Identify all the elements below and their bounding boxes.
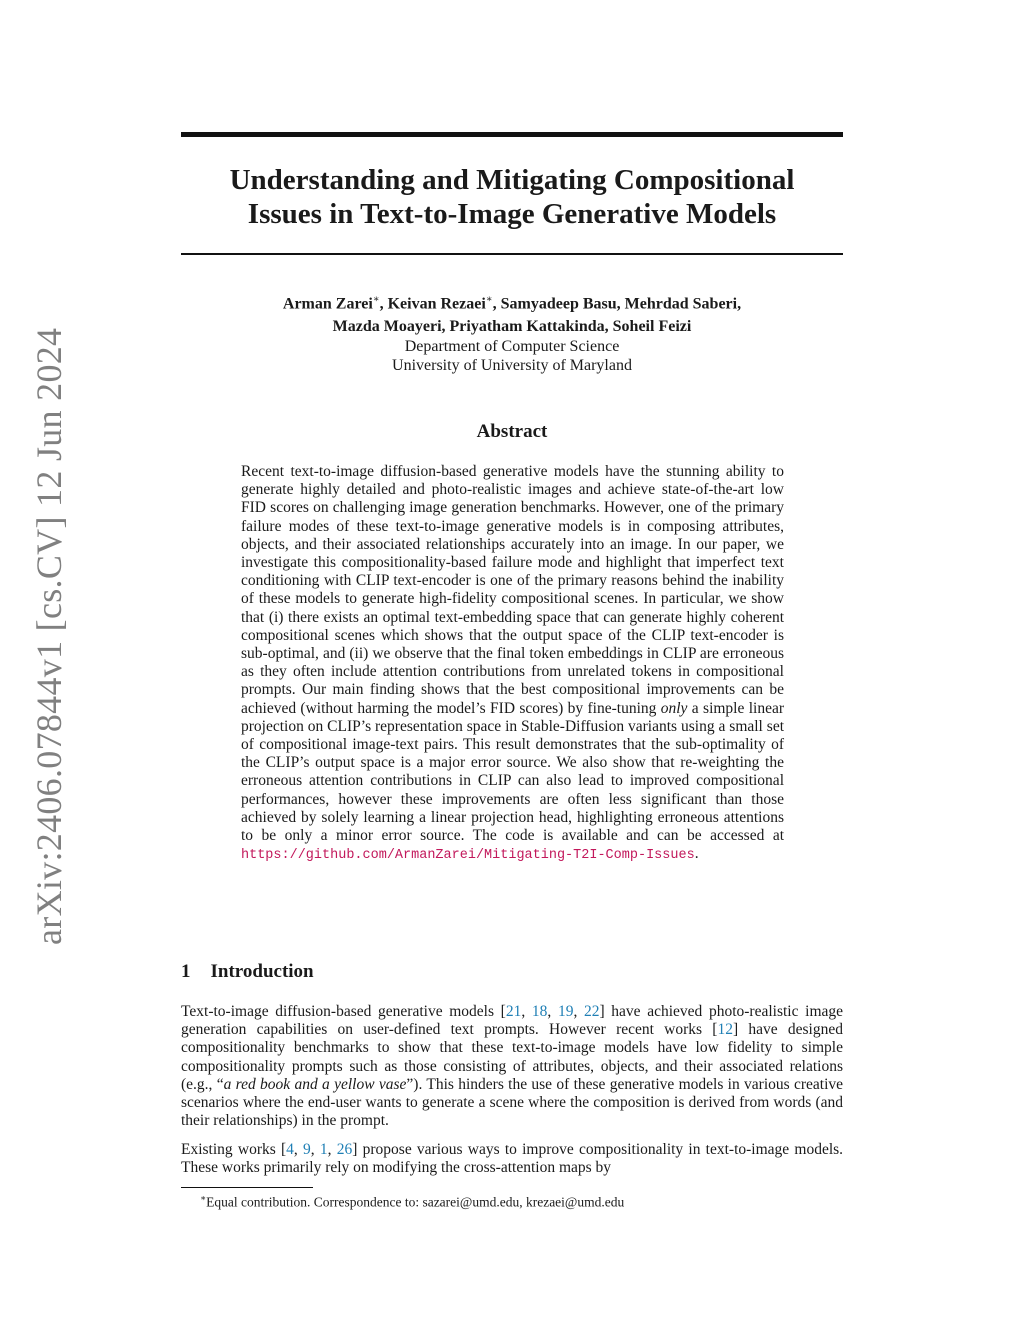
section-heading-introduction	[181, 961, 314, 983]
citation-link[interactable]: 18	[531, 1003, 548, 1020]
abstract-text: a simple linear projection on CLIP’s representation space in Stable-Diffusion variants using a small set of compositional image-text pairs. This result demonstrates that the sub-optimality of the CLIP’s output space is a major error source. We also show that re-weighting the erroneous attention contributions in CLIP can also lead to improved compositional performances, however these improvements are often less significant than those achieved by solely learning a linear projection head, highlighting erroneous attentions to be only a minor error source. The code is available and can be accessed at	[241, 699, 785, 845]
author-name: Arman Zarei	[282, 295, 373, 313]
paragraph-text: Text-to-image diffusion-based generative models [	[181, 1003, 506, 1020]
paragraph-text: ”). This hinders the use of these generative models in various creative scenarios where the end-user wants to generate a scene where the composition is derived from words (and their relationships) in the prompt.	[181, 1075, 844, 1130]
example-prompt: a red book and a yellow vase	[223, 1075, 407, 1093]
abstract-body	[241, 463, 784, 865]
intro-paragraph-1: Text-to-image diffusion-based generative models [21, 18, 19, 22] have achieved photo-realistic image generation capabilities on user-defined text prompts. However recent works [12] have designed compositionality benchmarks to show that these text-to-image models have low fidelity to simple compositionality prompts such as those consisting of attributes, objects, and their associated relations (e.g., “a red book and a yellow vase”). This hinders the use of these generative models in various creative scenarios where the end-user wants to generate a scene where the composition is derived from words (and their relationships) in the prompt.	[181, 1003, 844, 1130]
footnote-mark: ∗	[200, 1193, 207, 1203]
citation-link[interactable]: 1	[319, 1141, 328, 1158]
author-name: Mazda Moayeri	[332, 318, 442, 336]
citation-link[interactable]: 22	[583, 1003, 600, 1020]
citation-link[interactable]: 9	[303, 1141, 311, 1158]
author-name: Mehrdad Saberi,	[624, 295, 742, 313]
equal-contribution-mark: ∗	[372, 294, 380, 305]
paragraph-text: ] propose various ways to improve compositionality in text-to-image models. These works primarily rely on modifying the cross-attention maps by	[181, 1141, 844, 1177]
citation-link[interactable]: 4	[286, 1141, 294, 1158]
equal-contribution-mark: ∗	[485, 294, 493, 305]
code-repository-link[interactable]: https://github.com/ArmanZarei/Mitigating-T2I-Comp-Issues	[241, 848, 695, 864]
affiliation	[181, 337, 843, 375]
abstract-period: .	[694, 845, 699, 863]
footnote-text: Equal contribution. Correspondence to: sazarei@umd.edu, krezaei@umd.edu	[206, 1194, 625, 1210]
section-title: Introduction	[210, 961, 314, 982]
title-line-2: Issues in Text-to-Image Generative Models	[247, 198, 777, 230]
abstract-heading: Abstract	[476, 421, 548, 442]
title-top-rule	[181, 132, 843, 137]
abstract-text: Recent text-to-image diffusion-based generative models have the stunning ability to generate highly detailed and photo-realistic images and achieve state-of-the-art low FID scores on challenging image generation benchmarks. However, one of the primary failure modes of these text-to-image generative models is in composing attributes, objects, and their associated relationships accurately into an image. In our paper, we investigate this compositionality-based failure mode and highlight that imperfect text conditioning with CLIP text-encoder is one of the primary reasons behind the inability of these models to generate high-fidelity compositional scenes. In particular, we show that (i) there exists an optimal text-embedding space that can generate highly coherent compositional scenes which shows that the output space of the CLIP text-encoder is sub-optimal, and (ii) we observe that the final token embeddings in CLIP are erroneous as they often include attention contributions from unrelated tokens in compositional prompts. Our main finding shows that the best compositional improvements can be achieved (without harming the model’s FID scores) by fine-tuning	[241, 463, 784, 717]
author-name: Priyatham Kattakinda	[449, 318, 605, 336]
citation-link[interactable]: 19	[557, 1003, 574, 1020]
university: University of University of Maryland	[392, 357, 632, 374]
footnote	[200, 1190, 624, 1211]
department: Department of Computer Science	[404, 338, 620, 355]
citation-link[interactable]: 12	[717, 1021, 733, 1039]
citation-link[interactable]: 26	[336, 1141, 353, 1158]
title-line-1: Understanding and Mitigating Compositional	[229, 164, 795, 196]
paragraph-text: ] have achieved photo-realistic image generation capabilities on user-defined text prompts. However recent works [	[181, 1003, 844, 1039]
footnote-rule	[181, 1187, 313, 1188]
paragraph-text: Existing works [	[181, 1141, 287, 1158]
paper-title	[181, 163, 843, 231]
arxiv-identifier: arXiv:2406.07844v1 [cs.CV] 12 Jun 2024	[29, 327, 69, 945]
paragraph-text: ] have designed compositionality benchmarks to show that these text-to-image models have low fidelity to simple compositionality prompts such as those consisting of attributes, objects, and their associated relations (e.g., “	[181, 1021, 843, 1093]
author-name: Samyadeep Basu	[500, 295, 617, 313]
section-number: 1	[181, 961, 191, 982]
author-name: Keivan Rezaei	[387, 295, 486, 313]
author-name: Soheil Feizi	[612, 318, 692, 336]
author-list: Arman Zarei∗, Keivan Rezaei∗, Samyadeep Basu, Mehrdad Saberi, Mazda Moayeri, Priyatham Kattakinda, Soheil Feizi	[282, 294, 742, 336]
title-bottom-rule	[181, 253, 843, 255]
abstract-emphasis: only	[660, 699, 688, 717]
citation-link[interactable]: 21	[505, 1003, 522, 1020]
intro-paragraph-2: Existing works [4, 9, 1, 26] propose various ways to improve compositionality in text-to-image models. These works primarily rely on modifying the cross-attention maps by	[181, 1141, 844, 1177]
